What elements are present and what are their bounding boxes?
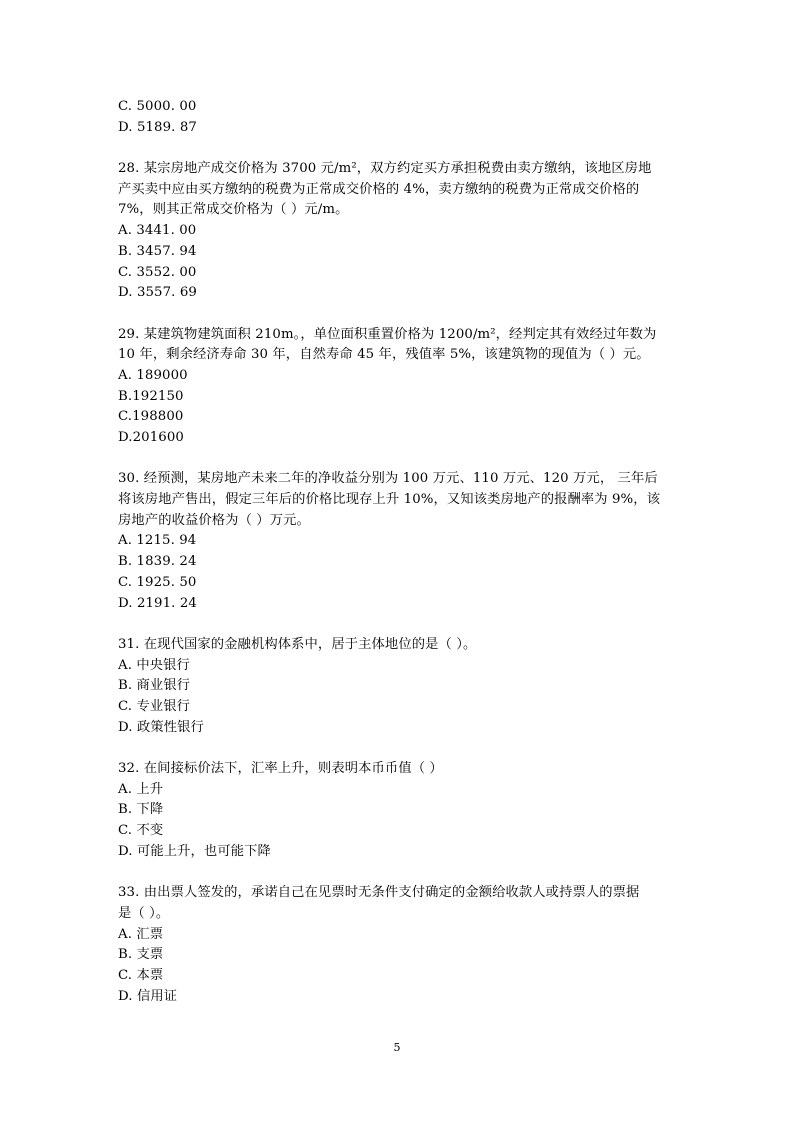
question-text bbox=[118, 759, 678, 780]
question-line: 产买卖中应由买方缴纳的税费为正常成交价格的 4%，卖方缴纳的税费为正常成交价格的 bbox=[118, 181, 640, 197]
option-c: C. 5000. 00 bbox=[118, 99, 197, 114]
question-line: 7%，则其正常成交价格为（ ）元/m。 bbox=[118, 202, 349, 218]
question-line: 33. 由出票人签发的，承诺自己在见票时无条件支付确定的金额给收款人或持票人的票据 bbox=[118, 885, 640, 901]
question-text bbox=[118, 635, 678, 656]
previous-question-options bbox=[118, 97, 678, 138]
question-line: 32. 在间接标价法下，汇率上升，则表明本币币值（ ） bbox=[118, 761, 443, 776]
option-b: B.192150 bbox=[118, 388, 184, 404]
question-30 bbox=[118, 469, 678, 614]
option-d: D. 2191. 24 bbox=[118, 595, 197, 611]
page-number: 5 bbox=[393, 1041, 401, 1054]
option-b: B. 1839. 24 bbox=[118, 554, 197, 570]
option-d: D. 可能上升，也可能下降 bbox=[118, 843, 271, 859]
option-c: C. 不变 bbox=[118, 823, 164, 839]
question-line: 31. 在现代国家的金融机构体系中，居于主体地位的是（ ）。 bbox=[118, 636, 477, 652]
question-text bbox=[118, 469, 678, 531]
question-text bbox=[118, 883, 678, 924]
question-line: 房地产的收益价格为（ ）万元。 bbox=[118, 512, 310, 528]
question-line: 将该房地产售出，假定三年后的价格比现存上升 10%，又知该类房地产的报酬率为 9%，该 bbox=[118, 492, 661, 508]
option-c: C. 3552. 00 bbox=[118, 264, 197, 280]
question-line: 10 年，剩余经济寿命 30 年，自然寿命 45 年，残值率 5%，该建筑物的现值为（ ）元。 bbox=[118, 347, 650, 363]
option-d: D.201600 bbox=[118, 430, 184, 445]
option-a: A. 1215. 94 bbox=[118, 533, 197, 549]
question-line: 30. 经预测，某房地产未来二年的净收益分别为 100 万元、110 万元、120 万元， 三年后 bbox=[118, 471, 658, 487]
option-a: A. 汇票 bbox=[118, 926, 164, 942]
option-b: B. 3457. 94 bbox=[118, 243, 197, 259]
option-b: B. 商业银行 bbox=[118, 678, 191, 694]
question-text bbox=[118, 325, 678, 366]
question-31 bbox=[118, 635, 678, 738]
question-line: 29. 某建筑物建筑面积 210m。，单位面积重置价格为 1200/m²，经判定其有效经过年数为 bbox=[118, 326, 657, 342]
option-c: C. 专业银行 bbox=[118, 698, 191, 714]
option-a: A. 3441. 00 bbox=[118, 223, 197, 239]
option-d: D. 3557. 69 bbox=[118, 285, 197, 301]
option-b: B. 下降 bbox=[118, 802, 164, 818]
option-c: C.198800 bbox=[118, 409, 184, 425]
page-content bbox=[118, 97, 678, 1007]
option-d: D. 政策性银行 bbox=[118, 719, 204, 735]
question-29 bbox=[118, 325, 678, 449]
question-text bbox=[118, 159, 678, 221]
option-b: B. 支票 bbox=[118, 947, 164, 963]
option-c: C. 本票 bbox=[118, 967, 164, 983]
option-a: A. 上升 bbox=[118, 781, 164, 797]
question-28 bbox=[118, 159, 678, 304]
question-line: 28. 某宗房地产成交价格为 3700 元/m²，双方约定买方承担税费由卖方缴纳，该地区房地 bbox=[118, 161, 652, 177]
option-c: C. 1925. 50 bbox=[118, 574, 197, 590]
option-d: D. 5189. 87 bbox=[118, 119, 197, 135]
option-d: D. 信用证 bbox=[118, 988, 178, 1004]
option-a: A. 189000 bbox=[118, 367, 188, 383]
question-32 bbox=[118, 759, 678, 862]
question-33 bbox=[118, 883, 678, 1007]
question-line: 是（ ）。 bbox=[118, 905, 170, 921]
option-a: A. 中央银行 bbox=[118, 657, 190, 673]
